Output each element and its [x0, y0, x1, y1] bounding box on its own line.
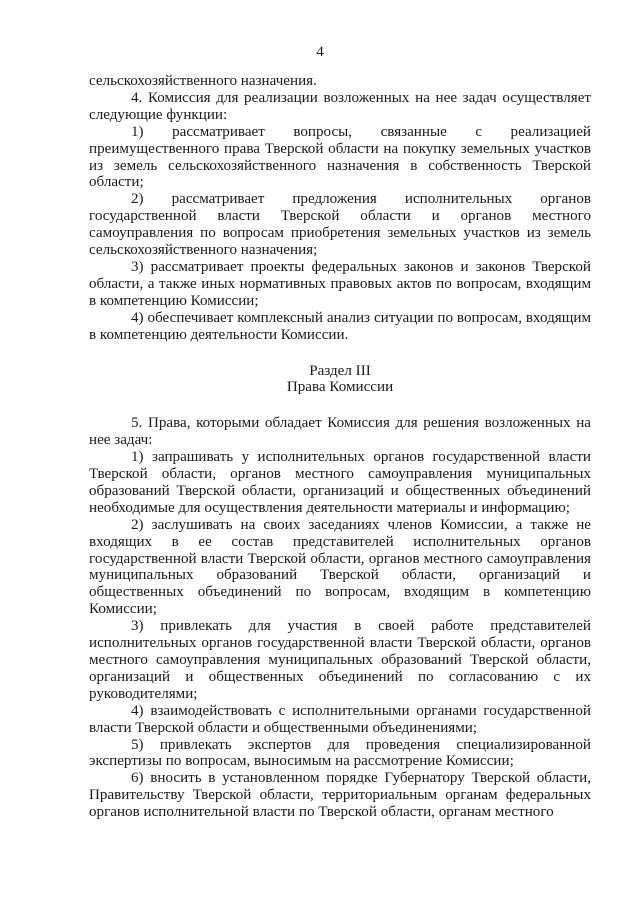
- function-item-3: 3) рассматривает проекты федеральных законов и законов Тверской области, а также иных нормативных правовых актов по вопросам, входящим в компетенцию Комиссии;: [89, 258, 591, 309]
- function-item-1: 1) рассматривает вопросы, связанные с реализацией преимущественного права Тверской области на покупку земельных участков из земель сельскохозяйственного назначения в собственность Тверской области;: [89, 123, 591, 191]
- paragraph-continuation: сельскохозяйственного назначения.: [89, 73, 317, 89]
- right-item-4: 4) взаимодействовать с исполнительными органами государственной власти Тверской области и общественными объединениями;: [89, 702, 591, 736]
- page-number: 4: [316, 44, 324, 60]
- right-item-5: 5) привлекать экспертов для проведения специализированной экспертизы по вопросам, выносимым на рассмотрение Комиссии;: [89, 736, 591, 770]
- function-item-4: 4) обеспечивает комплексный анализ ситуации по вопросам, входящим в компетенцию деятельности Комиссии.: [89, 309, 591, 343]
- paragraph-item-4: 4. Комиссия для реализации возложенных на нее задач осуществляет следующие функции:: [89, 89, 591, 123]
- paragraph-item-5: 5. Права, которыми обладает Комиссия для решения возложенных на нее задач:: [89, 415, 591, 449]
- right-item-3: 3) привлекать для участия в своей работе представителей исполнительных органов государственной власти Тверской области, органов местного самоуправления муниципальных образований Тверской области, организаций и общественных объединений по согласованию с их руководителями;: [89, 618, 591, 702]
- function-item-2: 2) рассматривает предложения исполнительных органов государственной власти Тверской области и органов местного самоуправления по вопросам приобретения земельных участков из земель сельскохозяйственного назначения;: [89, 191, 591, 259]
- right-item-2: 2) заслушивать на своих заседаниях членов Комиссии, а также не входящих в ее состав представителей исполнительных органов государственной власти Тверской области, органов местного самоуправления муниципальных образований Тверской области, организаций и общественных объединений по вопросам, входящим в компетенцию Комиссии;: [89, 516, 591, 618]
- section-number: Раздел III: [309, 362, 371, 379]
- document-body: [89, 73, 591, 821]
- section-title: Права Комиссии: [286, 379, 394, 396]
- right-item-6: 6) вносить в установленном порядке Губернатору Тверской области, Правительству Тверской области, территориальным органам федеральных органов исполнительной власти по Тверской области, органам местного: [89, 770, 591, 821]
- right-item-1: 1) запрашивать у исполнительных органов государственной власти Тверской области, органов местного самоуправления муниципальных образований Тверской области, организаций и общественных объединений необходимые для осуществления деятельности материалы и информацию;: [89, 449, 591, 516]
